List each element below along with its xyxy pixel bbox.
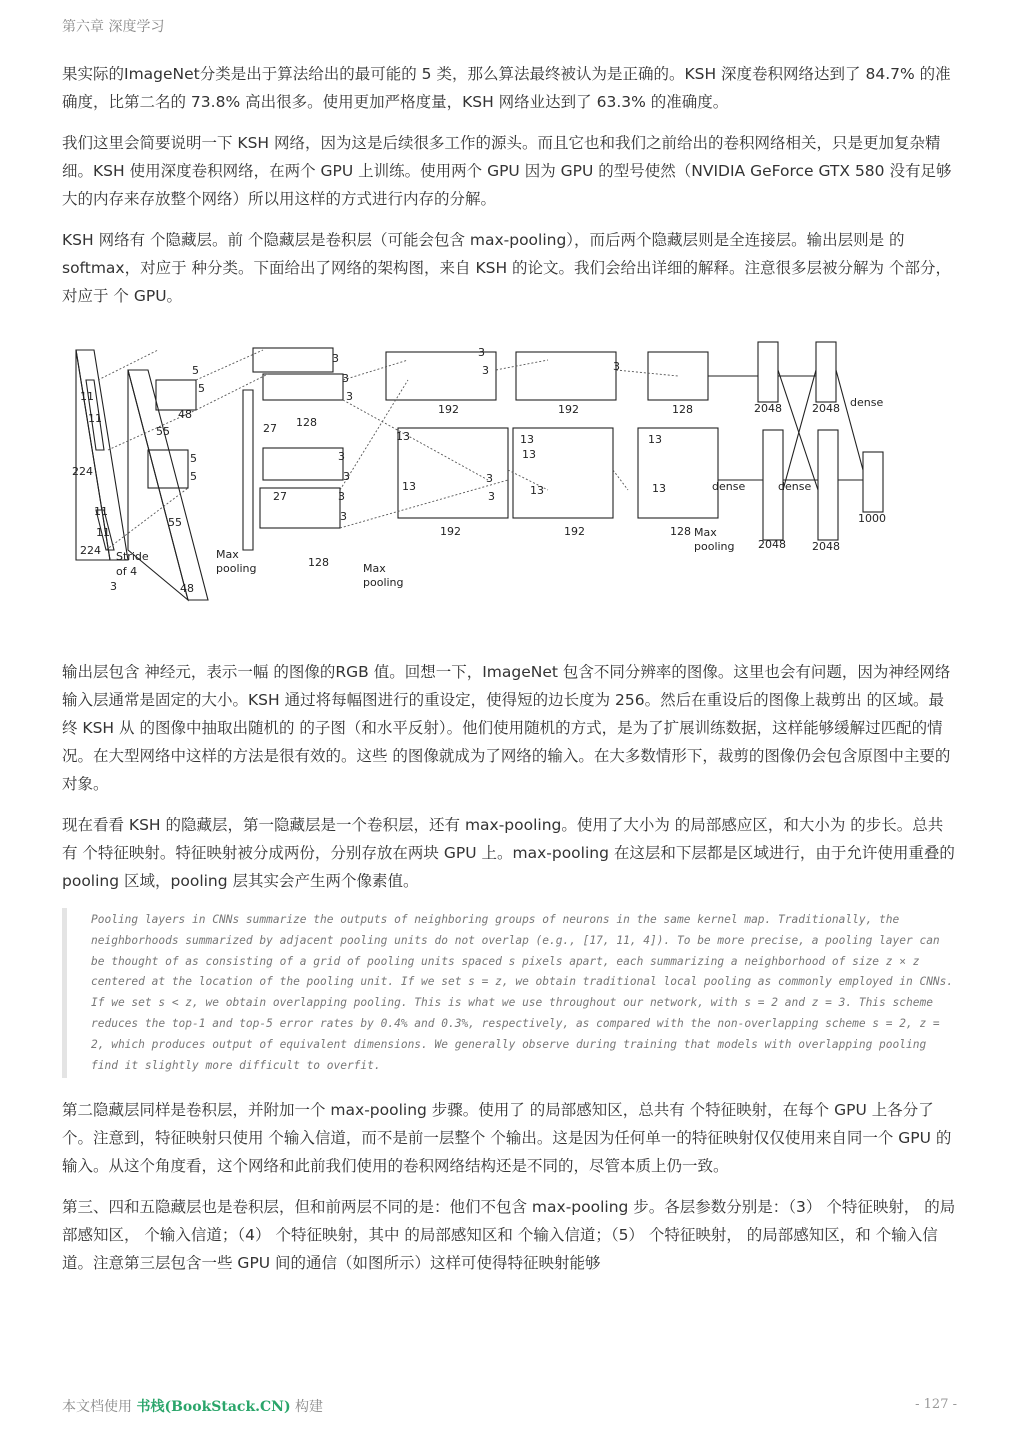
label-maxpool2a: Max (363, 562, 386, 575)
label-3c: 3 (346, 390, 353, 403)
label-128a: 128 (296, 416, 317, 429)
label-3k: 3 (488, 490, 495, 503)
label-maxpool3b: pooling (694, 540, 735, 553)
label-224a: 224 (72, 465, 93, 478)
architecture-diagram (68, 340, 898, 602)
label-2048b: 2048 (812, 402, 840, 415)
label-11c: 11 (94, 505, 108, 518)
label-55b: 55 (168, 516, 182, 529)
label-2048d: 2048 (812, 540, 840, 553)
label-3j: 3 (486, 472, 493, 485)
label-128d: 128 (670, 525, 691, 538)
page-content (62, 60, 957, 1290)
label-128c: 128 (672, 403, 693, 416)
label-48b: 48 (180, 582, 194, 595)
label-maxpool3a: Max (694, 526, 717, 539)
quote-block: Pooling layers in CNNs summarize the outputs of neighboring groups of neurons in the same kernel map. Traditionally, the neighborhoods summarized by adjacent pooling units do not overlap (e.g., [17, 11, 4]). To be more precise, a pooling layer can be thought of as consisting of a grid of pooling units spaced s pixels apart, each summarizing a neighborhood of size z × z centered at the location of the pooling unit. If we set s = z, we obtain traditional local pooling as commonly employed in CNNs. If we set s < z, we obtain overlapping pooling. This is what we use throughout our network, with s = 2 and z = 3. This scheme reduces the top-1 and top-5 error rates by 0.4% and 0.3%, respectively, as compared with the non-overlapping scheme s = 2, z = 2, which produces output of equivalent dimensions. We generally observe during training that models with overlapping pooling find it slightly more difficult to overfit. (62, 908, 957, 1078)
label-1000: 1000 (858, 512, 886, 525)
paragraph-1: 果实际的ImageNet分类是出于算法给出的最可能的 5 类，那么算法最终被认为是正确的。KSH 深度卷积网络达到了 84.7% 的准确度，比第二名的 73.8% 高出很多。使用更加严格度量，KSH 网络业达到了 63.3% 的准确度。 (62, 65, 951, 111)
label-11d: 11 (96, 526, 110, 539)
label-maxpool2b: pooling (363, 576, 404, 589)
label-3g: 3 (340, 510, 347, 523)
label-13b: 13 (402, 480, 416, 493)
label-5b: 5 (198, 382, 205, 395)
label-5a: 5 (192, 364, 199, 377)
label-192d: 192 (564, 525, 585, 538)
label-13f: 13 (648, 433, 662, 446)
label-13g: 13 (652, 482, 666, 495)
label-3b: 3 (342, 372, 349, 385)
label-13a: 13 (396, 430, 410, 443)
label-11b: 11 (88, 412, 102, 425)
label-dense2: dense (778, 480, 812, 493)
label-192c: 192 (440, 525, 461, 538)
label-dense1: dense (712, 480, 746, 493)
paragraph-4: 输出层包含 神经元，表示一幅 的图像的RGB 值。回想一下，ImageNet 包含不同分辨率的图像。这里也会有问题，因为神经网络输入层通常是固定的大小。KSH 通过将每幅图进行的重设定，使得短的边长度为 256。然后在重设后的图像上裁剪出 的区域。最终 KSH 从 的图像中抽取出随机的 的子图（和水平反射）。他们使用随机的方式，是为了扩展训练数据，这样能够缓解过匹配的情况。在大型网络中这样的方法是很有效的。这些 的图像就成为了网络的输入。在大多数情形下，裁剪的图像仍会包含原图中主要的对象。 (62, 663, 951, 793)
label-3e: 3 (343, 470, 350, 483)
label-maxpool1a: Max (216, 548, 239, 561)
label-48a: 48 (178, 408, 192, 421)
label-3d: 3 (338, 450, 345, 463)
paragraph-7: 第三、四和五隐藏层也是卷积层，但和前两层不同的是：他们不包含 max-pooling 步。各层参数分别是：（3） 个特征映射， 的局部感知区， 个输入信道；（4） 个特征映射，其中 的局部感知区和 个输入信道；（5） 个特征映射， 的局部感知区，和 个输入信道。注意第三层包含一些 GPU 间的通信（如图所示）这样可使得特征映射能够 (62, 1198, 956, 1273)
footer-credit (62, 1396, 323, 1416)
label-3: 3 (110, 580, 117, 593)
footer-prefix: 本文档使用 (62, 1399, 137, 1415)
label-maxpool1b: pooling (216, 562, 257, 575)
label-3f: 3 (338, 490, 345, 503)
label-5c: 5 (190, 452, 197, 465)
label-3l: 3 (613, 360, 620, 373)
paragraph-6: 第二隐藏层同样是卷积层，并附加一个 max-pooling 步骤。使用了 的局部感知区，总共有 个特征映射，在每个 GPU 上各分了 个。注意到，特征映射只使用 个输入信道，而不是前一层整个 个输出。这是因为任何单一的特征映射仅仅使用来自同一个 GPU 的输入。从这个角度看，这个网络和此前我们使用的卷积网络结构还是不同的，尽管本质上仍一致。 (62, 1101, 952, 1176)
paragraph-5: 现在看看 KSH 的隐藏层，第一隐藏层是一个卷积层，还有 max-pooling。使用了大小为 的局部感应区，和大小为 的步长。总共有 个特征映射。特征映射被分成两份，分别存放在两块 GPU 上。max-pooling 在这层和下层都是区域进行，由于允许使用重叠的 pooling 区域，pooling 层其实会产生两个像素值。 (62, 816, 955, 890)
label-128b: 128 (308, 556, 329, 569)
label-13c: 13 (520, 433, 534, 446)
label-13d: 13 (522, 448, 536, 461)
page-number: - 127 - (915, 1397, 957, 1412)
label-27b: 27 (273, 490, 287, 503)
chapter-header: 第六章 深度学习 (62, 19, 165, 35)
label-13e: 13 (530, 484, 544, 497)
label-11a: 11 (80, 390, 94, 403)
label-55a: 55 (156, 425, 170, 438)
label-192a: 192 (438, 403, 459, 416)
label-3i: 3 (482, 364, 489, 377)
label-27a: 27 (263, 422, 277, 435)
label-dense3: dense (850, 396, 884, 409)
label-5d: 5 (190, 470, 197, 483)
paragraph-3: KSH 网络有 个隐藏层。前 个隐藏层是卷积层（可能会包含 max-pooling），而后两个隐藏层则是全连接层。输出层则是 的 softmax，对应于 种分类。下面给出了网络的架构图，来自 KSH 的论文。我们会给出详细的解释。注意很多层被分解为 个部分，对应于 个 GPU。 (62, 231, 951, 305)
label-2048a: 2048 (754, 402, 782, 415)
label-224b: 224 (80, 544, 101, 557)
label-of4: of 4 (116, 565, 138, 578)
label-2048c: 2048 (758, 538, 786, 551)
footer-brand-link[interactable]: 书栈(BookStack.CN) (136, 1399, 291, 1415)
label-3h: 3 (478, 346, 485, 359)
label-192b: 192 (558, 403, 579, 416)
paragraph-2: 我们这里会简要说明一下 KSH 网络，因为这是后续很多工作的源头。而且它也和我们之前给出的卷积网络相关，只是更加复杂精细。KSH 使用深度卷积网络，在两个 GPU 上训练。使用两个 GPU 因为 GPU 的型号使然（NVIDIA GeForce GTX 580 没有足够大的内存来存放整个网络）所以用这样的方式进行内存的分解。 (62, 134, 952, 208)
label-3a: 3 (332, 352, 339, 365)
label-stride: Stride (116, 550, 149, 563)
footer-suffix: 构建 (290, 1399, 324, 1415)
ksh-architecture-figure (62, 340, 957, 630)
